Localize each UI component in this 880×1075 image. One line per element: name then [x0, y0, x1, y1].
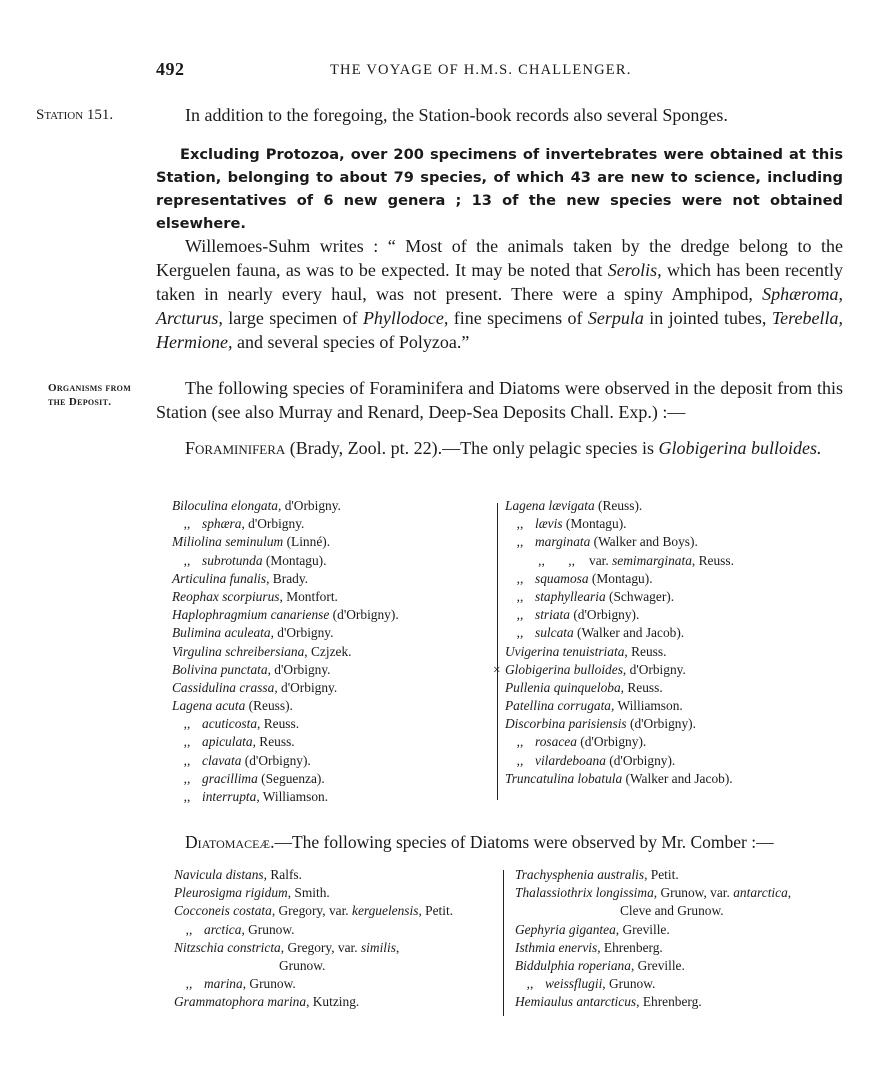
species-entry: [172, 752, 492, 770]
margin-note-organisms-line2: the Deposit.: [48, 396, 112, 408]
species-genus: Gephyria gigantea: [515, 921, 616, 937]
species-auth: , Brady.: [266, 570, 309, 586]
species-entry: [172, 552, 492, 570]
species-entry: [515, 939, 845, 957]
species-auth: Grunow.: [279, 957, 326, 973]
species-entry: [505, 679, 855, 697]
species-genus: squamosa: [535, 570, 589, 586]
species-auth: (d'Orbigny).: [576, 734, 647, 750]
species-genus: Cassidulina crassa: [172, 679, 275, 695]
species-entry: [174, 866, 494, 884]
species-auth: , Greville.: [615, 921, 670, 937]
p3-terebella: Terebella, Hermione,: [156, 308, 843, 352]
species-genus: Thalassiothrix longissima: [515, 885, 654, 901]
column-divider: [497, 503, 498, 800]
paragraph-willemoes-suhm: [156, 234, 843, 354]
species-genus: marina: [204, 976, 243, 992]
species-genus: lævis: [535, 516, 563, 532]
species-auth: , Williamson.: [256, 789, 329, 804]
species-ditto: ,,: [516, 752, 524, 768]
species-auth: (Schwager).: [605, 588, 675, 604]
species-entry: [174, 975, 494, 993]
species-auth: , Reuss.: [624, 643, 667, 659]
species-auth: , Williamson.: [611, 698, 683, 714]
species-genus: gracillima: [202, 770, 258, 786]
species-genus: arctica: [204, 921, 242, 937]
species-genus: Patellina corrugata: [505, 698, 612, 714]
p3-text-f: and several species of Polyzoa.”: [232, 332, 470, 352]
species-ditto: ,,: [183, 734, 191, 750]
p3-serolis: Serolis,: [607, 260, 662, 280]
species-entry: [172, 588, 492, 606]
species-auth: , Reuss.: [257, 716, 300, 732]
species-auth: , Gregory, var.: [271, 903, 353, 919]
species-entry: [172, 533, 492, 551]
species-auth: (Seguenza).: [257, 770, 325, 786]
species-entry: [174, 921, 494, 939]
species-ditto: ×: [493, 661, 501, 677]
foraminifera-heading: Foraminifera: [185, 438, 286, 458]
species-genus: Lagena lævigata: [505, 498, 595, 513]
species-genus: Articulina funalis: [172, 570, 267, 586]
species-auth: (Montagu).: [588, 570, 653, 586]
species-auth: , d'Orbigny.: [267, 661, 331, 677]
diatom-heading: [185, 830, 845, 854]
diatomaceae-title: Diatomaceæ.: [185, 832, 275, 852]
species-entry: [515, 921, 845, 939]
paragraph-summary: Excluding Protozoa, over 200 specimens of invertebrates were obtained at this Station, belonging to about 79 species, of which 43 are new to science, including representatives of 6 new genera ; 13 of the new species were not obtained elsewhere.: [156, 146, 843, 232]
species-genus: Biddulphia roperiana: [515, 957, 631, 973]
species-genus: subrotunda: [202, 552, 263, 568]
species-entry: [172, 770, 492, 788]
species-auth: , Ehrenberg.: [636, 994, 702, 1010]
species-genus: apiculata: [202, 734, 253, 750]
paragraph-foraminifera: [156, 436, 843, 460]
species-genus: striata: [535, 607, 570, 623]
species-auth: , Kutzing.: [306, 994, 360, 1010]
species-auth: (d'Orbigny).: [569, 607, 640, 623]
species-ditto: ,,: [185, 921, 193, 937]
species-tail: ,: [787, 885, 792, 901]
species-genus: Pleurosigma rigidum: [174, 885, 288, 901]
species-entry: [172, 515, 492, 533]
species-genus: Haplophragmium canariense: [172, 607, 330, 623]
species-ditto: ,,: [183, 716, 191, 732]
species-auth: Cleve and Grunow.: [620, 903, 724, 919]
species-ditto: ,,: [185, 976, 193, 992]
species-auth: (Walker and Jacob).: [573, 625, 685, 641]
species-entry: [505, 733, 855, 751]
species-entry: [174, 957, 494, 975]
species-entry: [505, 533, 855, 551]
species-entry: [505, 643, 855, 661]
foraminifera-list-right: [493, 497, 855, 788]
foraminifera-list-left: [172, 497, 492, 806]
diatom-list-right: [515, 866, 845, 1012]
species-entry: [505, 570, 855, 588]
species-auth: (Montagu).: [262, 552, 327, 568]
running-title: THE VOYAGE OF H.M.S. CHALLENGER.: [330, 62, 632, 78]
species-ditto: ,,: [183, 516, 191, 532]
species-auth: , d'Orbigny.: [241, 516, 305, 532]
p5-globigerina: Globigerina bulloides.: [658, 438, 822, 458]
species-auth: (Linné).: [283, 534, 331, 550]
species-auth: , Reuss.: [620, 679, 663, 695]
species-auth: (Montagu).: [562, 516, 627, 532]
species-genus: Lagena acuta: [172, 698, 246, 714]
species-ditto: ,,: [183, 770, 191, 786]
species-entry: [505, 624, 855, 642]
species-auth: , d'Orbigny.: [270, 625, 334, 641]
species-entry: [172, 733, 492, 751]
species-entry: [493, 661, 855, 679]
species-entry: [515, 975, 845, 993]
species-genus: Truncatulina lobatula: [505, 770, 623, 786]
species-auth: (d'Orbigny).: [626, 716, 696, 732]
species-entry: [172, 679, 492, 697]
species-entry: [505, 552, 855, 570]
species-entry: [174, 902, 494, 920]
species-auth: , Grunow.: [602, 976, 656, 992]
species-entry: [172, 697, 492, 715]
species-ditto: ,,: [516, 570, 524, 586]
species-genus: Globigerina bulloides: [505, 661, 623, 677]
species-genus: weissflugii: [545, 976, 603, 992]
p3-text-c: large specimen of: [222, 308, 363, 328]
margin-note-station: Station 151.: [36, 107, 114, 123]
species-genus: sphæra: [202, 516, 242, 532]
species-auth: , Ralfs.: [263, 867, 302, 882]
species-genus: Miliolina seminulum: [172, 534, 284, 550]
species-ditto: ,,: [516, 516, 524, 532]
p5-text: (Brady, Zool. pt. 22).—The only pelagic species is: [285, 438, 659, 458]
species-genus: Isthmia enervis: [515, 939, 598, 955]
p3-text-a: Willemoes-Suhm writes : “ Most of the animals taken by the dredge belong to the Kerguelen fauna, as was to be expected. It may be noted that: [156, 236, 843, 280]
species-entry: [505, 606, 855, 624]
species-auth: (d'Orbigny).: [241, 752, 311, 768]
p3-phyllodoce: Phyllodoce,: [362, 308, 449, 328]
species-genus: Reophax scorpiurus: [172, 588, 280, 604]
species-entry: [515, 993, 845, 1011]
species-entry: [515, 902, 845, 920]
species-genus: Biloculina elongata: [172, 498, 278, 513]
species-genus: Grammatophora marina: [174, 994, 307, 1010]
species-extra: kerguelensis: [352, 903, 419, 919]
species-auth: , Petit.: [644, 867, 679, 882]
column-divider: [503, 870, 504, 1016]
species-auth: , d'Orbigny.: [274, 679, 338, 695]
p3-text-e: in jointed tubes,: [643, 308, 772, 328]
page-number: 492: [156, 59, 185, 79]
species-entry: [505, 697, 855, 715]
species-ditto: ,, ,,: [538, 552, 575, 568]
margin-note-organisms-line1: Organisms from: [48, 382, 132, 394]
species-entry: [515, 884, 845, 902]
species-genus: Pullenia quinqueloba: [505, 679, 621, 695]
species-genus: marginata: [535, 534, 591, 550]
species-entry: [172, 661, 492, 679]
species-auth: , d'Orbigny.: [278, 498, 341, 513]
paragraph-deposit: The following species of Foraminifera and Diatoms were observed in the deposit from this Station (see also Murray and Renard, Deep-Sea Deposits Chall. Exp.) :—: [156, 378, 843, 422]
species-tail: ,: [395, 939, 400, 955]
species-genus: Uvigerina tenuistriata: [505, 643, 625, 659]
species-entry: [172, 715, 492, 733]
species-ditto: ,,: [183, 552, 191, 568]
species-genus: rosacea: [535, 734, 577, 750]
species-auth: (Walker and Boys).: [590, 534, 698, 550]
species-entry: [515, 866, 845, 884]
species-extra: semimarginata: [612, 552, 692, 568]
species-extra: similis: [360, 939, 396, 955]
species-entry: [505, 715, 855, 733]
species-ditto: ,,: [516, 734, 524, 750]
species-auth: , Reuss.: [252, 734, 295, 750]
species-genus: Nitzschia constricta: [174, 939, 281, 955]
species-auth: , Greville.: [630, 957, 685, 973]
species-ditto: ,,: [516, 607, 524, 623]
species-genus: Bolivina punctata: [172, 661, 268, 677]
species-entry: [172, 788, 492, 806]
species-auth: , Grunow, var.: [653, 885, 734, 901]
species-entry: [172, 570, 492, 588]
species-entry: [505, 770, 855, 788]
species-genus: staphyllearia: [535, 588, 606, 604]
species-entry: [505, 497, 855, 515]
species-genus: sulcata: [535, 625, 574, 641]
species-auth: , Smith.: [287, 885, 330, 901]
p3-serpula: Serpula: [587, 308, 644, 328]
species-genus: Hemiaulus antarcticus: [515, 994, 637, 1010]
species-ditto: ,,: [516, 588, 524, 604]
species-genus: vilardeboana: [535, 752, 606, 768]
species-entry: [174, 884, 494, 902]
margin-note-organisms: [48, 381, 131, 409]
species-tail: , Petit.: [418, 903, 454, 919]
species-ditto: ,,: [526, 976, 534, 992]
species-entry: [505, 752, 855, 770]
species-auth: (Walker and Jacob).: [622, 770, 733, 786]
species-ditto: ,,: [516, 534, 524, 550]
diatom-heading-text: —The following species of Diatoms were observed by Mr. Comber :—: [274, 832, 774, 852]
species-auth: , Ehrenberg.: [597, 939, 663, 955]
species-auth: , Montfort.: [279, 588, 338, 604]
species-ditto: ,,: [183, 752, 191, 768]
p3-text-d: fine specimens of: [448, 308, 588, 328]
paragraph-sponges: In addition to the foregoing, the Station-book records also several Sponges.: [185, 105, 728, 125]
species-genus: acuticosta: [202, 716, 258, 732]
species-auth: (Reuss).: [245, 698, 293, 714]
species-entry: [172, 606, 492, 624]
species-genus: clavata: [202, 752, 242, 768]
diatom-list-left: [174, 866, 494, 1012]
species-entry: [515, 957, 845, 975]
species-genus: Virgulina schreibersiana: [172, 643, 305, 659]
species-auth: , Grunow.: [242, 976, 296, 992]
species-entry: [172, 624, 492, 642]
species-auth: var.: [589, 552, 613, 568]
species-genus: Navicula distans: [174, 867, 264, 882]
species-entry: [505, 515, 855, 533]
species-entry: [505, 588, 855, 606]
species-entry: [172, 497, 492, 515]
species-entry: [174, 993, 494, 1011]
p3-sphaeroma: Sphæroma, Arcturus,: [156, 284, 843, 328]
species-auth: (d'Orbigny).: [605, 752, 676, 768]
species-ditto: ,,: [183, 789, 191, 804]
species-entry: [172, 643, 492, 661]
species-extra: antarctica: [733, 885, 788, 901]
species-entry: [174, 939, 494, 957]
species-auth: (Reuss).: [594, 498, 643, 513]
species-auth: , Gregory, var.: [280, 939, 361, 955]
species-tail: , Reuss.: [691, 552, 734, 568]
species-genus: Discorbina parisiensis: [505, 716, 627, 732]
species-genus: interrupta: [202, 789, 257, 804]
species-auth: , Czjzek.: [304, 643, 352, 659]
p3-text-b: which has been recently taken in nearly every haul, was not present. There were a spiny Amphipod,: [156, 260, 843, 304]
species-genus: Bulimina aculeata: [172, 625, 271, 641]
species-auth: , Grunow.: [241, 921, 295, 937]
species-ditto: ,,: [516, 625, 524, 641]
species-auth: (d'Orbigny).: [329, 607, 399, 623]
species-genus: Trachysphenia australis: [515, 867, 645, 882]
species-auth: , d'Orbigny.: [622, 661, 686, 677]
species-genus: Cocconeis costata: [174, 903, 272, 919]
